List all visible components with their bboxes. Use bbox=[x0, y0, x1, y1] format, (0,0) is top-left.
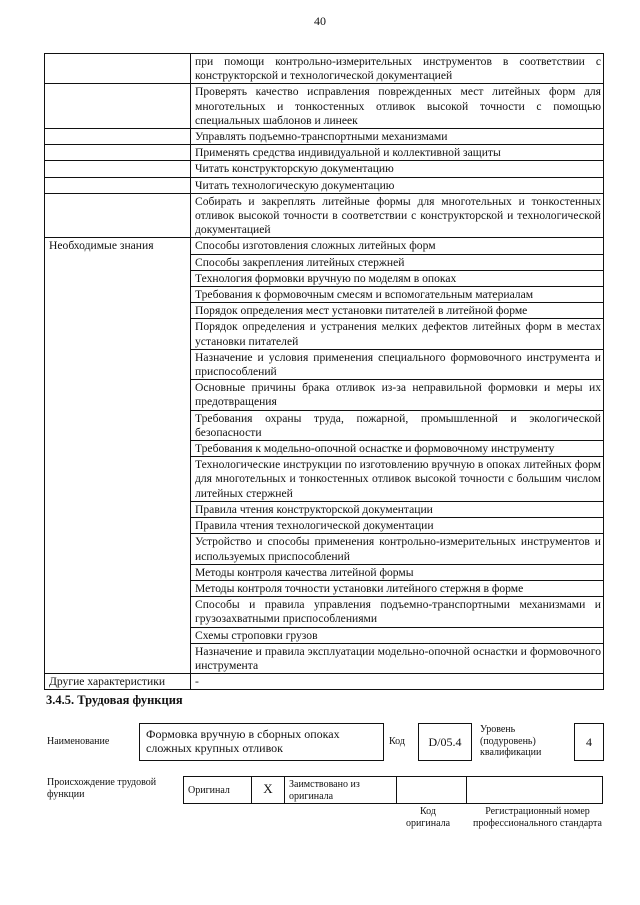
qualification-level-box: 4 bbox=[574, 723, 604, 761]
other-characteristics-label: Другие характеристики bbox=[45, 674, 191, 690]
knowledge-item: Способы изготовления сложных литейных форм bbox=[191, 238, 604, 254]
skill-item: Управлять подъемно-транспортными механизмами bbox=[191, 129, 604, 145]
page-number: 40 bbox=[314, 14, 326, 28]
skill-item: Читать технологическую документацию bbox=[191, 177, 604, 193]
empty-label-cell bbox=[45, 54, 191, 84]
table-row bbox=[45, 54, 604, 84]
knowledge-item: Требования к модельно-опочной оснастке и формовочному инструменту bbox=[191, 441, 604, 457]
knowledge-item: Схемы строповки грузов bbox=[191, 627, 604, 643]
empty-label-cell bbox=[45, 84, 191, 129]
knowledge-item: Устройство и способы применения контрольно-измерительных инструментов и используемых приспособлений bbox=[191, 534, 604, 564]
table-row bbox=[45, 129, 604, 145]
knowledge-item: Требования охраны труда, пожарной, промышленной и экологической безопасности bbox=[191, 410, 604, 440]
function-name-box: Формовка вручную в сборных опоках сложных крупных отливок bbox=[139, 723, 384, 761]
origin-label: Происхождение трудовой функции bbox=[47, 777, 157, 800]
table-row bbox=[45, 238, 604, 254]
knowledge-item: Требования к формовочным смесям и вспомогательным материалам bbox=[191, 287, 604, 303]
empty-label-cell bbox=[45, 193, 191, 238]
knowledge-label: Необходимые знания bbox=[45, 238, 191, 674]
table-row bbox=[45, 177, 604, 193]
knowledge-item: Правила чтения конструкторской документации bbox=[191, 501, 604, 517]
knowledge-item: Способы закрепления литейных стержней bbox=[191, 254, 604, 270]
table-row bbox=[45, 145, 604, 161]
reg-number-cell bbox=[467, 777, 602, 803]
knowledge-item: Основные причины брака отливок из-за неправильной формовки и меры их предотвращения bbox=[191, 380, 604, 410]
skill-item: Применять средства индивидуальной и коллективной защиты bbox=[191, 145, 604, 161]
knowledge-item: Правила чтения технологической документации bbox=[191, 518, 604, 534]
section-title: 3.4.5. Трудовая функция bbox=[46, 693, 183, 707]
skill-item: при помощи контрольно-измерительных инструментов в соответствии с конструкторской и технологической документацией bbox=[191, 54, 604, 84]
knowledge-item: Технологические инструкции по изготовлению вручную в опоках литейных форм для многотельных и тонкостенных отливок высокой точности с большим числом литейных стержней bbox=[191, 457, 604, 502]
knowledge-item: Назначение и правила эксплуатации модельно-опочной оснастки и формовочного инструмента bbox=[191, 643, 604, 673]
name-label: Наименование bbox=[47, 736, 110, 747]
code-label: Код bbox=[389, 736, 405, 747]
other-characteristics-value: - bbox=[191, 674, 604, 690]
knowledge-item: Технология формовки вручную по моделям в опоках bbox=[191, 270, 604, 286]
table-row bbox=[45, 193, 604, 238]
empty-label-cell bbox=[45, 129, 191, 145]
origin-row bbox=[183, 776, 603, 804]
knowledge-item: Порядок определения и устранения мелких дефектов литейных форм в местах установки питателей bbox=[191, 319, 604, 349]
empty-label-cell bbox=[45, 145, 191, 161]
table-row bbox=[45, 161, 604, 177]
code-original-cell bbox=[397, 777, 467, 803]
code-original-caption: Код оригинала bbox=[405, 806, 451, 829]
skill-item: Читать конструкторскую документацию bbox=[191, 161, 604, 177]
skill-item: Проверять качество исправления поврежденных мест литейных форм для многотельных и тонкостенных отливок высокой точности с помощью специальных шаблонов и линеек bbox=[191, 84, 604, 129]
knowledge-item: Способы и правила управления подъемно-транспортными механизмами и грузозахватными приспособлениями bbox=[191, 597, 604, 627]
knowledge-item: Порядок определения мест установки питателей в литейной форме bbox=[191, 303, 604, 319]
knowledge-item: Методы контроля качества литейной формы bbox=[191, 564, 604, 580]
knowledge-item: Методы контроля точности установки литейного стержня в форме bbox=[191, 580, 604, 596]
qualification-level-label: Уровень (подуровень) квалификации bbox=[480, 724, 542, 758]
table-row bbox=[45, 674, 604, 690]
borrowed-label: Заимствовано из оригинала bbox=[285, 777, 397, 803]
requirements-table bbox=[44, 53, 604, 690]
reg-number-caption: Регистрационный номер профессионального стандарта bbox=[473, 806, 602, 829]
skill-item: Собирать и закреплять литейные формы для многотельных и тонкостенных отливок высокой точности в соответствии с конструкторской и технологической документацией bbox=[191, 193, 604, 238]
table-row bbox=[45, 84, 604, 129]
knowledge-item: Назначение и условия применения специального формовочного инструмента и приспособлений bbox=[191, 349, 604, 379]
code-value-box: D/05.4 bbox=[418, 723, 472, 761]
original-label: Оригинал bbox=[184, 777, 252, 803]
empty-label-cell bbox=[45, 161, 191, 177]
empty-label-cell bbox=[45, 177, 191, 193]
original-checkmark: X bbox=[252, 777, 285, 803]
